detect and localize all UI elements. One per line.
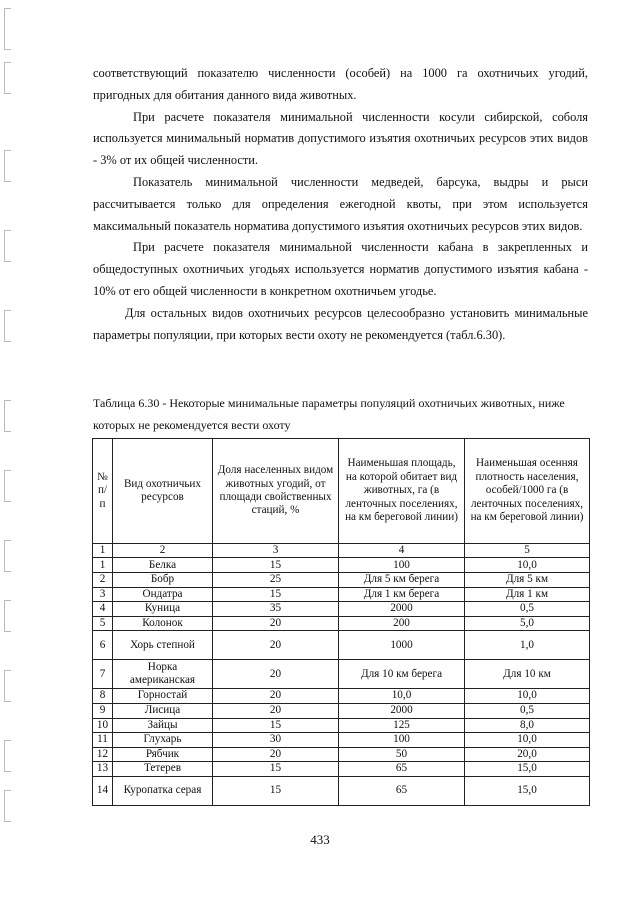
table-cell: 6 [93,631,113,660]
table-cell: 4 [93,602,113,617]
body-text [93,63,588,346]
table-cell: 15 [213,762,339,777]
table-cell: 20 [213,703,339,718]
table-cell: 20 [213,689,339,704]
table-cell: 2000 [339,602,465,617]
table-cell: 10,0 [465,558,590,573]
table-cell: Колонок [113,616,213,631]
table-cell: 5,0 [465,616,590,631]
table-cell: Рябчик [113,747,213,762]
table-cell: 200 [339,616,465,631]
column-number: 2 [113,544,213,558]
margin-mark [4,470,11,502]
table-cell: 15 [213,587,339,602]
table-cell: Лисица [113,703,213,718]
table-cell: 20 [213,616,339,631]
table-cell: 15 [213,776,339,805]
paragraph: При расчете показателя минимальной численности кабана в закрепленных и общедоступных охотничьих угодьях используется норматив допустимого изъятия кабана - 10% от его общей численности в конкретном охотничьем угодье. [93,240,588,298]
table-cell: 20 [213,631,339,660]
table-row [93,573,590,588]
table-cell: Для 1 км [465,587,590,602]
table-cell: 65 [339,762,465,777]
table-cell: Куропатка серая [113,776,213,805]
table-cell: 14 [93,776,113,805]
table-cell: 20 [213,660,339,689]
table-caption: Таблица 6.30 - Некоторые минимальные параметры популяций охотничьих животных, ниже которых не рекомендуется вести охоту [93,396,565,432]
table-row [93,616,590,631]
margin-mark [4,790,11,822]
table-cell: Горностай [113,689,213,704]
table-row [93,689,590,704]
table-cell: Бобр [113,573,213,588]
table-cell: 3 [93,587,113,602]
table-body [93,544,590,806]
table-row [93,703,590,718]
margin-mark [4,230,11,262]
margin-mark [4,8,11,50]
column-header: Вид охотничьих ресурсов [113,439,213,544]
table-cell: Хорь степной [113,631,213,660]
table-cell: Ондатра [113,587,213,602]
table-cell: 30 [213,733,339,748]
paragraph: Для остальных видов охотничьих ресурсов целесообразно установить минимальные параметры популяции, при которых вести охоту не рекомендуется (табл.6.30). [93,305,588,342]
table-cell: Белка [113,558,213,573]
table-row [93,718,590,733]
column-number: 5 [465,544,590,558]
paragraph: При расчете показателя минимальной численности косули сибирской, соболя используется минимальный норматив допустимого изъятия охотничьих ресурсов этих видов - 3% от их общей численности. [93,109,588,168]
table-cell: 10,0 [339,689,465,704]
column-header: Доля населенных видом животных угодий, от площади свойственных стаций, % [213,439,339,544]
table-row [93,733,590,748]
table-cell: Норка американская [113,660,213,689]
table-row [93,762,590,777]
table-cell: 8 [93,689,113,704]
table-cell: 35 [213,602,339,617]
paragraph: Показатель минимальной численности медведей, барсука, выдры и рыси рассчитывается только для определения ежегодной квоты, при этом используется максимальный показатель норматива допустимого изъятия охотничьих ресурсов этих видов. [93,174,588,233]
table-cell: 13 [93,762,113,777]
table-cell: 1,0 [465,631,590,660]
table-cell: 15 [213,718,339,733]
table-cell: 9 [93,703,113,718]
margin-mark [4,150,11,182]
table-cell: 1000 [339,631,465,660]
margin-mark [4,400,11,432]
table-cell: 10,0 [465,689,590,704]
table-cell: 10,0 [465,733,590,748]
table-cell: Тетерев [113,762,213,777]
table-cell: 125 [339,718,465,733]
table-cell: Зайцы [113,718,213,733]
page-number: 433 [310,832,330,847]
table-cell: 50 [339,747,465,762]
table-cell: Для 10 км [465,660,590,689]
column-number: 3 [213,544,339,558]
margin-mark [4,740,11,772]
table-cell: Для 10 км берега [339,660,465,689]
table-cell: 15 [213,558,339,573]
column-header: Наименьшая площадь, на которой обитает вид животных, га (в ленточных поселениях, на км береговой линии) [339,439,465,544]
column-header: № п/п [93,439,113,544]
table-header-row [93,439,590,544]
table-row [93,558,590,573]
table-row [93,631,590,660]
margin-mark [4,600,11,632]
table-row [93,660,590,689]
table-cell: 20,0 [465,747,590,762]
table-cell: 1 [93,558,113,573]
table-cell: 10 [93,718,113,733]
table-cell: 100 [339,733,465,748]
table-cell: Для 5 км [465,573,590,588]
table-cell: 8,0 [465,718,590,733]
column-number-row [93,544,590,558]
column-number: 4 [339,544,465,558]
table-cell: 0,5 [465,602,590,617]
paragraph: соответствующий показателю численности (особей) на 1000 га охотничьих угодий, пригодных для обитания данного вида животных. [93,66,588,102]
margin-mark [4,62,11,94]
table-cell: 15,0 [465,762,590,777]
table-row [93,587,590,602]
margin-mark [4,670,11,702]
table-cell: 12 [93,747,113,762]
table-row [93,776,590,805]
column-number: 1 [93,544,113,558]
table-cell: Для 5 км берега [339,573,465,588]
table-cell: 2000 [339,703,465,718]
margin-mark [4,540,11,572]
table-cell: 0,5 [465,703,590,718]
table-row [93,747,590,762]
table-cell: 100 [339,558,465,573]
table-cell: 11 [93,733,113,748]
table-cell: 65 [339,776,465,805]
table-cell: 5 [93,616,113,631]
table-cell: Глухарь [113,733,213,748]
table-cell: 7 [93,660,113,689]
column-header: Наименьшая осенняя плотность населения, особей/1000 га (в ленточных поселениях, на км береговой линии) [465,439,590,544]
table-cell: Куница [113,602,213,617]
table-cell: 2 [93,573,113,588]
table-cell: 15,0 [465,776,590,805]
table-cell: Для 1 км берега [339,587,465,602]
table-row [93,602,590,617]
margin-mark [4,310,11,342]
table-cell: 25 [213,573,339,588]
data-table [92,438,590,806]
table-cell: 20 [213,747,339,762]
